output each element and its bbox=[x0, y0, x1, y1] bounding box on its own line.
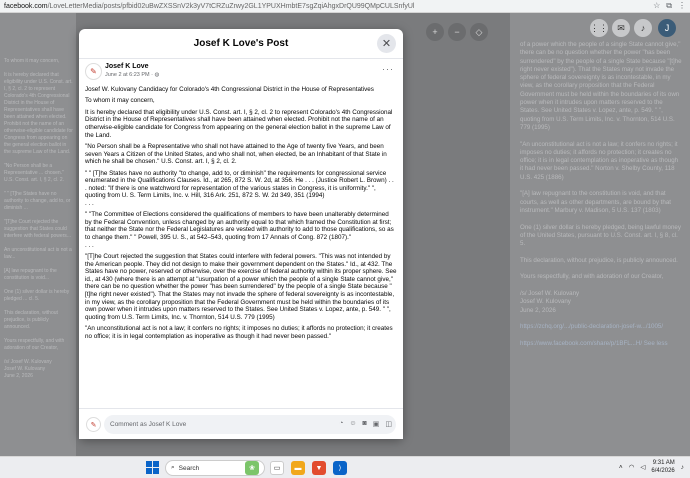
dialog-title: Josef K Love's Post bbox=[193, 38, 289, 49]
star-icon[interactable]: ☆ bbox=[653, 1, 661, 10]
system-tray bbox=[619, 459, 684, 475]
url-host: facebook.com bbox=[4, 2, 48, 10]
left-column bbox=[0, 13, 76, 456]
right-column-body: of a power which the people of a single State cannot give," there can be no question whether the power "has been surrendered" by the people of a single State because "[t]he right never existed"). That the States may not invade the sphere of federal sovereignty is as incontestable, in my view, as the corollary proposition that the Federal Government must be held within the boundaries of its own power when it intrudes upon matters reserved to the States. See United States v. Lopez, ante, p. 549. " ", quoting from U.S. Term Limits, Inc. v. Thornton, 514 U.S. 779 (1995) "An unconstitutional act is not a law; it confers no rights; it imposes no duties; it affords no protection; it creates no office; it is in legal contemplation as inoperative as though it had never been passed." Norton v. Shelby County, 118 U.S. 425 (1886) "[A] law repugnant to the constitution is void, and that courts, as well as other departments, are bound by that instrument." Marbury v. Madison, 5 U.S. 137 (1803) One (1) silver dollar is hereby pledged, being lawful money of the United States, pursuant to U.S. Const. art. I, § 8, cl. 5. This declaration, without prejudice, is publicly announced. Yours respectfully, and with adoration of our Creator, /s/ Josef W. Kulovany Josef W. Kulovany June 2, 2026 bbox=[520, 41, 682, 314]
vscode-icon[interactable]: ⟩ bbox=[333, 461, 347, 475]
search-label: Search bbox=[178, 464, 200, 472]
author-avatar[interactable]: ✎ bbox=[85, 63, 102, 80]
minus-icon[interactable]: − bbox=[448, 23, 466, 41]
comment-bar bbox=[79, 408, 403, 439]
menu-icon[interactable]: ⋮ bbox=[678, 1, 686, 10]
notification-bell-icon[interactable]: ♪ bbox=[680, 463, 684, 471]
start-button[interactable] bbox=[146, 461, 159, 474]
left-column-text: To whom it may concern, It is hereby declared that eligibility under U.S. Const. art. I, § 2, cl. 2 to represent Colorado's 4th Congressional District in the House of Representatives shall have been attained when elected. Prohibit not the name of an otherwise-eligible candidate for Congress from appearing on the general election ballot in the supreme Law of the Land. "No Person shall be a Representative ... chosen." U.S. Const. art. I, § 2, cl. 2. " " [T]he States have no authority to change, add to, or diminish ... "[T]he Court rejected the suggestion that States could interfere with federal powers... An unconstitutional act is not a law... [A] law repugnant to the constitution is void... One (1) silver dollar is hereby pledged ... cl. 5. This declaration, without prejudice, is publicly announced. Yours respectfully, and with adoration of our Creator, /s/ Josef W. Kulovany Josef W. Kulovany June 2, 2026 bbox=[4, 58, 73, 379]
tray-chevron-icon[interactable]: ˄ bbox=[618, 463, 623, 471]
file-explorer-icon[interactable]: ▬ bbox=[291, 461, 305, 475]
address-bar[interactable] bbox=[0, 0, 690, 13]
public-globe-icon: ◍ bbox=[154, 72, 160, 78]
post-paragraph: Josef W. Kulovany Candidacy for Colorado's 4th Congressional District in the House of Representatives bbox=[85, 86, 374, 93]
clock-time: 9:31 AM bbox=[652, 460, 675, 466]
post-dialog bbox=[79, 29, 403, 439]
brave-browser-icon[interactable]: ▼ bbox=[312, 461, 326, 475]
right-column-text bbox=[520, 41, 682, 451]
author-name[interactable]: Josef K Love bbox=[105, 63, 149, 70]
tag-icon[interactable]: ◇ bbox=[470, 23, 488, 41]
browser-toolbar-icons bbox=[653, 1, 686, 11]
taskbar bbox=[0, 456, 690, 478]
post-content[interactable] bbox=[79, 60, 403, 407]
dialog-header bbox=[79, 29, 403, 59]
more-options-button[interactable]: ··· bbox=[382, 64, 394, 74]
commenter-avatar: ✎ bbox=[86, 417, 101, 432]
apps-grid-icon[interactable]: ⋮⋮ bbox=[590, 19, 608, 37]
emoji-icon[interactable]: ☺ bbox=[349, 420, 357, 427]
messenger-icon[interactable]: ✉ bbox=[612, 19, 630, 37]
wifi-icon[interactable]: ◠ bbox=[628, 464, 635, 471]
post-text bbox=[85, 86, 397, 344]
sticker-icon[interactable]: ◔ bbox=[339, 420, 344, 427]
post-paragraph: "An unconstitutional act is not a law; it confers no rights; it imposes no duties; it affords no protection; it creates no office; it is in legal contemplation as inoperative as though it had never been passed." bbox=[85, 325, 393, 340]
clock[interactable] bbox=[651, 459, 674, 475]
post-paragraph: It is hereby declared that eligibility under U.S. Const. art. I, § 2, cl. 2 to represent Colorado's 4th Congressional District in the House of Representatives shall have been attained when elected. Prohibit not the name of an otherwise-eligible candidate for Congress from appearing on the general election ballot in the supreme Law of the Land. bbox=[85, 108, 393, 139]
close-button[interactable] bbox=[377, 34, 396, 53]
share-link[interactable]: https://www.facebook.com/share/p/1BFL...H/ See less bbox=[520, 339, 668, 347]
volume-icon[interactable]: ◁ bbox=[640, 464, 646, 471]
search-icon: ⌕ bbox=[171, 464, 175, 471]
clock-date: 6/4/2026 bbox=[651, 468, 675, 474]
close-icon: ✕ bbox=[381, 38, 392, 50]
post-paragraph: " " [T]he States have no authority "to change, add to, or diminish" the requirements for congressional service enumerated in the Qualifications Clauses. Id., at 265, 872 S. W. 2d, at 356. He . . . (Justice Robert L. Brown) . . . noted: "If there is one watchword for representation of the various states in Congress, it is uniformity." ", quoting from U. S. Term Limits, Inc. v. Hill, 316 Ark. 251, 872 S. W. 2d 349, 351 (1994) . . . bbox=[85, 169, 394, 207]
notifications-bell-icon[interactable]: ♪ bbox=[634, 19, 652, 37]
task-view-icon[interactable]: ▭ bbox=[270, 461, 284, 475]
post-time-text: June 2 at 6:23 PM · bbox=[105, 72, 155, 78]
post-header bbox=[79, 60, 403, 86]
gif-icon[interactable]: ▣ bbox=[372, 421, 380, 428]
post-paragraph: " "The Committee of Elections considered the qualifications of members to have been unalterably determined by the Federal Convention, unless changed by an authority equal to that which framed the Constitution at first; that neither the State nor the Federal Legislatures are vested with authority to add to those qualifications, so as to change them." " Powell, 395 U. S., at 542–543, quoting from 17 Annals of Cong. 872 (1807)." . . . bbox=[85, 211, 394, 249]
extension-icon[interactable]: ⧉ bbox=[666, 1, 672, 10]
sticker-square-icon[interactable]: ◫ bbox=[385, 421, 392, 428]
add-icon[interactable]: + bbox=[426, 23, 444, 41]
account-avatar[interactable]: J bbox=[658, 19, 676, 37]
post-paragraph: To whom it may concern, bbox=[85, 97, 155, 105]
url-path: /LoveLetterMedia/posts/pfbid02uBwZXSSnV2k3yV7tCRZuZrwy2GL1YPUXHmbtE7sgZqiAhgxDrQU99QMpCULSnfyUl bbox=[47, 2, 415, 10]
post-timestamp[interactable] bbox=[105, 72, 159, 78]
right-column bbox=[510, 13, 690, 456]
camera-icon[interactable]: ◙ bbox=[362, 420, 367, 427]
post-paragraph: "No Person shall be a Representative who shall not have attained to the Age of twenty five Years, and been seven Years a Citizen of the United States, and who shall not, when elected, be an Inhabitant of that State in which he shall be chosen." U.S. Const. art. I, § 2, cl. 2. bbox=[85, 142, 387, 166]
comment-tools bbox=[339, 420, 392, 428]
widgets-icon[interactable]: ❀ bbox=[245, 461, 259, 475]
post-paragraph: "[T]he Court rejected the suggestion that States could interfere with federal powers. "This was not intended by the American people. They did not design to make their government dependent on the States." Id., at 432. The States have no power, reserved or otherwise, over the exercise of federal authority within its proper sphere. See id., at 430 (where there is an attempt at "usurpation of a power which the people of a single State cannot give," there can be no question whether the power "has been surrendered" by the people of a single State because "[t]he right never existed"). That the States may not invade the sphere of federal sovereignty is as incontestable, in my view, as the corollary proposition that the Federal Government must be held within the boundaries of its own power when it intrudes upon matters reserved to the States. See United States v. Lopez, ante, p. 549. " ", quoting from U.S. Term Limits, Inc. v. Thornton, 514 U.S. 779 (1995) bbox=[85, 253, 397, 321]
declaration-link[interactable]: https://zchq.org/.../public-declaration-josef-w.../1005/ bbox=[520, 323, 664, 331]
